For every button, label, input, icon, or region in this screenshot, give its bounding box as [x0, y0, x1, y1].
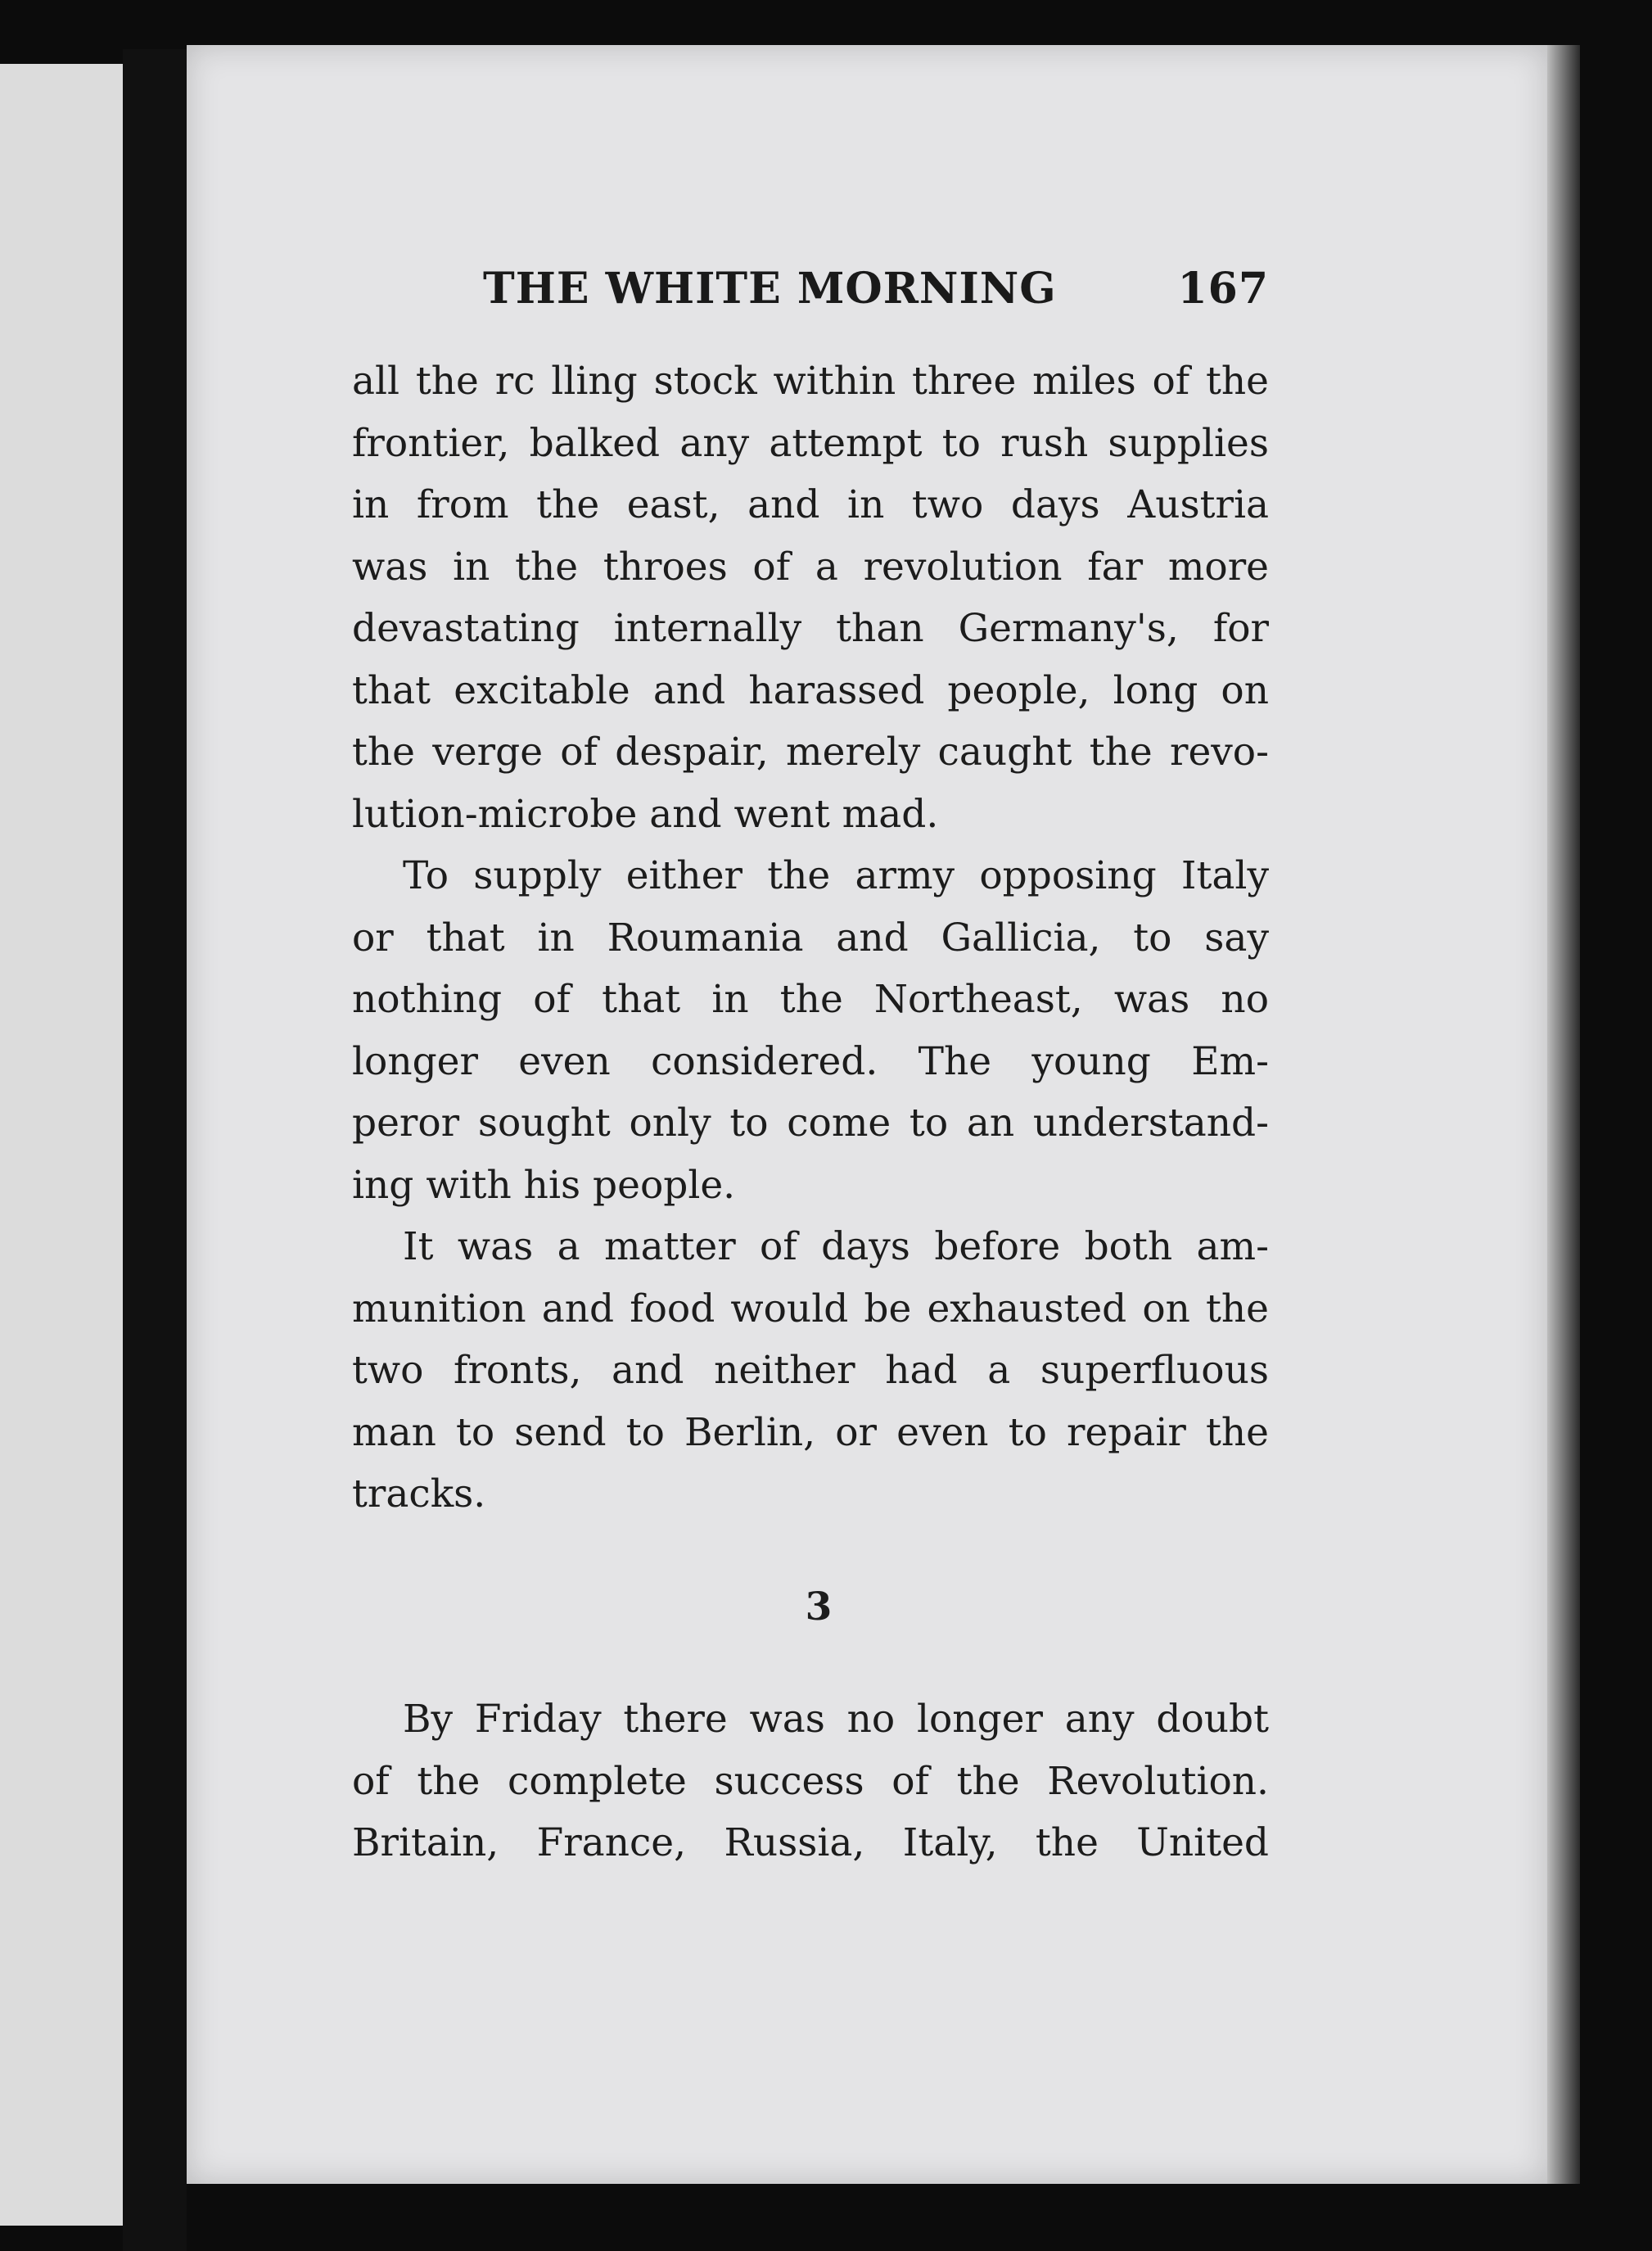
paragraph [352, 1216, 1269, 1526]
text-line: devastating internally than Germany's, for [352, 606, 1269, 651]
text-line: munition and food would be exhausted on the [352, 1286, 1269, 1331]
text-line: was in the throes of a revolution far more [352, 544, 1269, 590]
text-line: peror sought only to come to an understand- [352, 1101, 1269, 1146]
text-line: ing with his people. [352, 1162, 736, 1208]
text-line: By Friday there was no longer any doubt [403, 1697, 1269, 1742]
text-line: two fronts, and neither had a superfluous [352, 1348, 1269, 1393]
book-spine-shadow [123, 49, 187, 2251]
text-line: nothing of that in the Northeast, was no [352, 977, 1269, 1022]
text-line: the verge of despair, merely caught the revo- [352, 730, 1269, 775]
text-line: To supply either the army opposing Italy [403, 853, 1269, 898]
text-line: longer even considered. The young Em- [352, 1038, 1269, 1084]
page-number: 167 [1177, 264, 1269, 314]
facing-page-edge [0, 64, 123, 2226]
text-line: man to send to Berlin, or even to repair the [352, 1409, 1269, 1455]
text-line: of the complete success of the Revolution. [352, 1758, 1269, 1804]
paragraph [352, 1688, 1269, 1874]
text-line: in from the east, and in two days Austria [352, 482, 1269, 527]
text-line: tracks. [352, 1471, 486, 1516]
text-line: lution-microbe and went mad. [352, 791, 939, 837]
text-line: It was a matter of days before both am- [403, 1224, 1269, 1269]
page-edge-shadow [1547, 45, 1580, 2184]
text-line: frontier, balked any attempt to rush supplies [352, 420, 1269, 466]
text-line: Britain, France, Russia, Italy, the United [352, 1820, 1269, 1865]
paragraph [352, 845, 1269, 1216]
text-line: all the rc lling stock within three miles of the [352, 359, 1269, 404]
text-line: that excitable and harassed people, long on [352, 667, 1269, 713]
section-number: 3 [805, 1584, 833, 1629]
body-text [352, 350, 1269, 1874]
text-line: or that in Roumania and Gallicia, to say [352, 915, 1269, 961]
paragraph [352, 350, 1269, 845]
running-title: THE WHITE MORNING [483, 264, 1057, 314]
